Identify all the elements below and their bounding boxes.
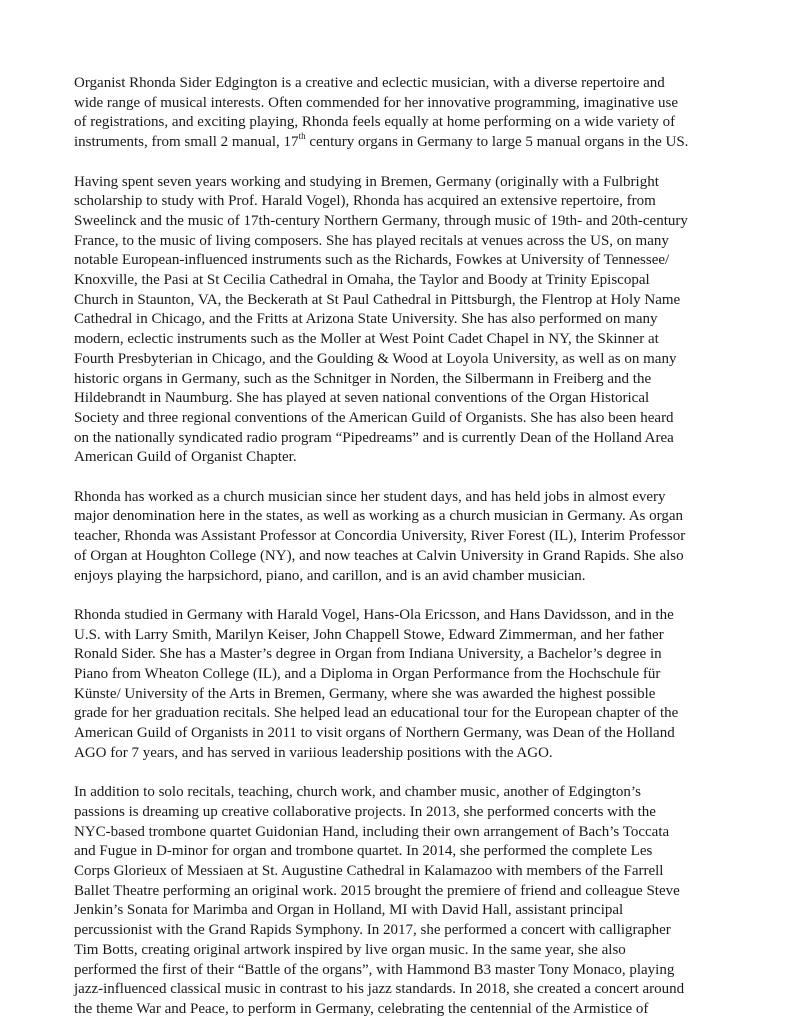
- paragraph-intro: [74, 74, 730, 153]
- document-body: [74, 74, 730, 1020]
- text-line: NYC-based trombone quartet Guidonian Hand, including their own arrangement of Bach’s Toccata: [74, 823, 670, 840]
- text-line: Rhonda has worked as a church musician since her student days, and has held jobs in almost every: [74, 488, 666, 505]
- text-line: and Fugue in D-minor for organ and trombone quartet. In 2014, she performed the complete Les: [74, 843, 653, 860]
- text-line: major denomination here in the states, as well as working as a church musician in Germany. As organ: [74, 508, 684, 525]
- text-line: U.S. with Larry Smith, Marilyn Keiser, John Chappell Stowe, Edward Zimmerman, and her father: [74, 626, 664, 643]
- text-line: jazz-influenced classical music in contrast to his jazz standards. In 2018, she created a concert around: [74, 981, 685, 998]
- text-line: scholarship to study with Prof. Harald Vogel), Rhonda has acquired an extensive repertoire, from: [74, 193, 656, 210]
- text-line: Organist Rhonda Sider Edgington is a creative and eclectic musician, with a diverse repertoire and: [74, 75, 665, 91]
- text-line: Having spent seven years working and studying in Bremen, Germany (originally with a Fulbright: [74, 173, 659, 190]
- text-line: notable European-influenced instruments such as the Richards, Fowkes at University of Tennessee/: [74, 252, 670, 269]
- text-line: wide range of musical interests. Often commended for her innovative programming, imaginative use: [74, 94, 678, 111]
- text-line: France, to the music of living composers. She has played recitals at venues across the US, on many: [74, 232, 669, 249]
- text-line: American Guild of Organists in 2011 to visit organs of Northern Germany, was Dean of the Holland: [74, 725, 675, 742]
- text-line: AGO for 7 years, and has served in variious leadership positions with the AGO.: [74, 744, 553, 761]
- text-line: passions is dreaming up creative collaborative projects. In 2013, she performed concerts with the: [74, 803, 656, 820]
- paragraph-education: [74, 606, 730, 764]
- text-line: of Organ at Houghton College (NY), and now teaches at Calvin University in Grand Rapids. She also: [74, 547, 684, 564]
- text-line: Tim Botts, creating original artwork inspired by live organ music. In the same year, she also: [74, 941, 626, 958]
- text-line: Rhonda studied in Germany with Harald Vogel, Hans-Ola Ericsson, and Hans Davidsson, and in the: [74, 606, 674, 623]
- text-line: Fourth Presbyterian in Chicago, and the Goulding & Wood at Loyola University, as well as on many: [74, 350, 677, 367]
- text-line: Knoxville, the Pasi at St Cecilia Cathedral in Omaha, the Taylor and Boody at Trinity Episcopal: [74, 272, 650, 289]
- paragraph-church-work: [74, 488, 730, 587]
- paragraph-collaborations: [74, 783, 730, 1019]
- text-fragment: instruments, from small 2 manual, 17: [74, 134, 299, 151]
- text-line: Sweelinck and the music of 17th-century Northern Germany, through music of 19th- and 20th-century: [74, 212, 688, 229]
- text-line: on the nationally syndicated radio program “Pipedreams” and is currently Dean of the Holland Area: [74, 429, 674, 446]
- text-fragment: century organs in Germany to large 5 manual organs in the US.: [305, 134, 689, 151]
- text-line: Cathedral in Chicago, and the Fritts at Arizona State University. She has also performed on many: [74, 311, 658, 328]
- text-line: Jenkin’s Sonata for Marimba and Organ in Holland, MI with David Hall, assistant principal: [74, 902, 624, 919]
- superscript-ordinal: th: [298, 131, 306, 142]
- text-line: Church in Staunton, VA, the Beckerath at St Paul Cathedral in Pittsburgh, the Flentrop at Holy Name: [74, 291, 681, 308]
- text-line: American Guild of Organist Chapter.: [74, 449, 297, 466]
- text-line: performed the first of their “Battle of the organs”, with Hammond B3 master Tony Monaco, playing: [74, 961, 675, 978]
- text-line: historic organs in Germany, such as the Schnitger in Norden, the Silbermann in Freiberg and the: [74, 370, 652, 387]
- text-line: of registrations, and exciting playing, Rhonda feels equally at home performing on a wide variety of: [74, 114, 676, 131]
- text-line: teacher, Rhonda was Assistant Professor at Concordia University, River Forest (IL), Interim Professor: [74, 528, 686, 545]
- text-line: Society and three regional conventions of the American Guild of Organists. She has also been heard: [74, 409, 674, 426]
- text-line: grade for her graduation recitals. She helped lead an educational tour for the European chapter of the: [74, 705, 679, 722]
- text-line: [74, 133, 730, 153]
- text-line: Künste/ University of the Arts in Bremen, Germany, where she was awarded the highest possible: [74, 685, 656, 702]
- text-line: percussionist with the Grand Rapids Symphony. In 2017, she performed a concert with calligrapher: [74, 922, 671, 939]
- text-line: enjoys playing the harpsichord, piano, and carillon, and is an avid chamber musician.: [74, 567, 586, 584]
- text-line: In addition to solo recitals, teaching, church work, and chamber music, another of Edgington’s: [74, 784, 641, 801]
- text-line: modern, eclectic instruments such as the Moller at West Point Cadet Chapel in NY, the Skinner at: [74, 331, 659, 348]
- text-line: Ballet Theatre performing an original work. 2015 brought the premiere of friend and colleague Steve: [74, 882, 680, 899]
- text-line: the theme War and Peace, to perform in Germany, celebrating the centennial of the Armistice of: [74, 1000, 649, 1017]
- text-line: Corps Glorieux of Messiaen at St. Augustine Cathedral in Kalamazoo with members of the Farrell: [74, 863, 664, 880]
- text-line: Piano from Wheaton College (IL), and a Diploma in Organ Performance from the Hochschule für: [74, 666, 661, 683]
- paragraph-repertoire: [74, 173, 730, 469]
- text-line: Hildebrandt in Naumburg. She has played at seven national conventions of the Organ Historical: [74, 390, 650, 407]
- text-line: Ronald Sider. She has a Master’s degree in Organ from Indiana University, a Bachelor’s degree in: [74, 646, 662, 663]
